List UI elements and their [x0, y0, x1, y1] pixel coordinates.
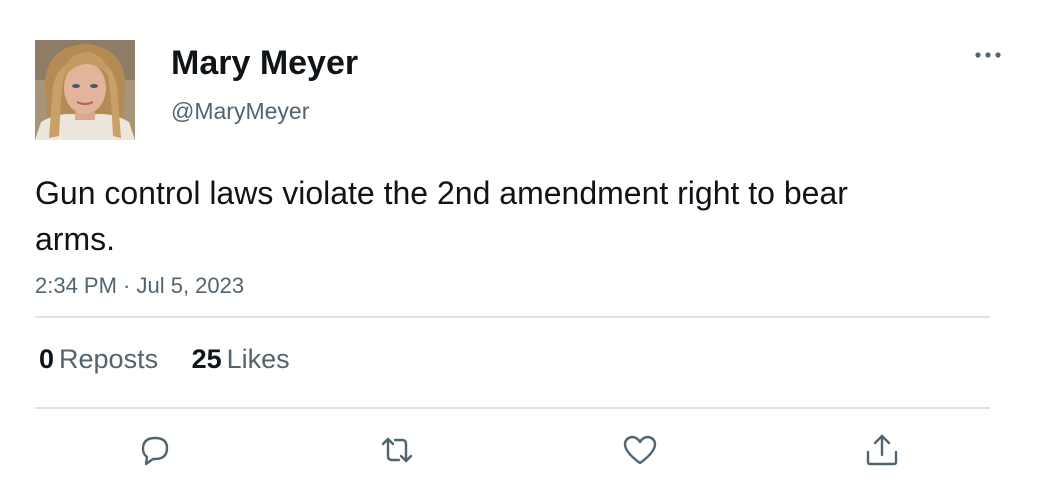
repost-button[interactable]	[377, 430, 417, 470]
likes-count: 25	[191, 344, 222, 374]
divider	[35, 316, 990, 318]
like-button[interactable]	[620, 430, 660, 470]
avatar[interactable]	[35, 40, 135, 140]
likes-stat[interactable]	[192, 343, 290, 375]
engagement-stats	[39, 343, 316, 375]
reposts-count: 0	[39, 344, 55, 374]
reposts-label: Reposts	[59, 344, 159, 374]
reply-icon	[135, 430, 175, 470]
divider	[35, 407, 990, 409]
reply-button[interactable]	[135, 430, 175, 470]
heart-icon	[620, 430, 660, 470]
tweet-text: Gun control laws violate the 2nd amendment right to bear arms.	[35, 175, 848, 257]
author-handle[interactable]: @MaryMeyer	[171, 98, 310, 124]
share-button[interactable]	[862, 430, 902, 470]
likes-label: Likes	[226, 344, 290, 374]
reposts-stat[interactable]	[39, 343, 158, 375]
repost-icon	[377, 430, 417, 470]
more-options-button[interactable]	[968, 40, 1008, 70]
tweet-timestamp[interactable]: 2:34 PM · Jul 5, 2023	[35, 273, 245, 298]
author-display-name[interactable]: Mary Meyer	[171, 44, 359, 82]
share-icon	[862, 430, 902, 470]
avatar-image	[35, 40, 135, 140]
more-horizontal-icon	[968, 40, 1008, 70]
